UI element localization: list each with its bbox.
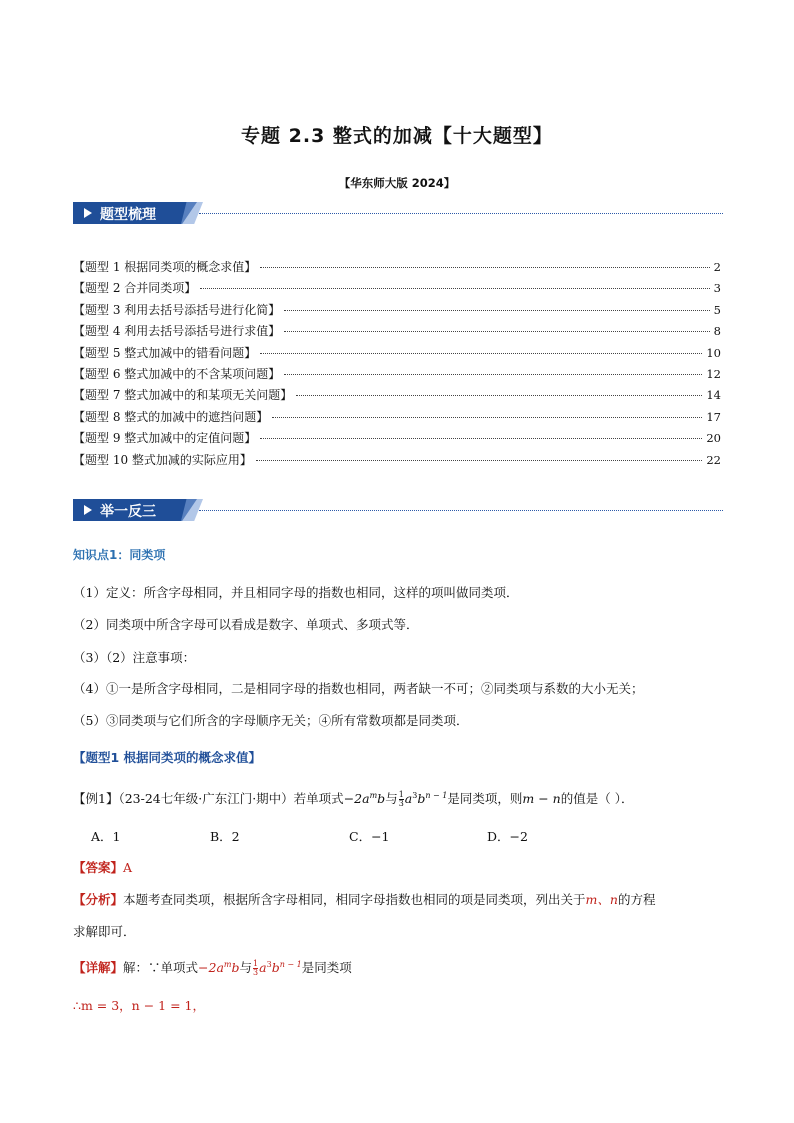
edition-label: 【华东师大版 2024】 [338, 176, 456, 190]
play-arrow-icon [84, 505, 92, 515]
page-title: 专题 2.3 整式的加减【十大题型】 [241, 125, 553, 147]
kp-line: （4）①一是所含字母相同，二是相同字母的指数也相同，两者缺一不可；②同类项与系数的大小无关； [73, 681, 644, 696]
play-arrow-icon [84, 208, 92, 218]
table-of-contents [73, 258, 721, 472]
detail-line: 【详解】解：∵单项式$-2a^mb$与 $\frac{1}{3}$ $a^3b^{n - 1}$是同类项 [73, 959, 352, 977]
kp-line: （1）定义：所含字母相同，并且相同字母的指数也相同，这样的项叫做同类项． [73, 585, 519, 600]
section-banner-practice [73, 499, 723, 521]
knowledge-point-heading: 知识点1：同类项 [73, 548, 166, 562]
option-a[interactable]: A．1 [91, 829, 121, 844]
toc-entry[interactable]: 【题型 9 整式加减中的定值问题】 20 [73, 431, 721, 446]
type-heading: 【题型1 根据同类项的概念求值】 [73, 750, 262, 765]
option-b[interactable]: B．2 [210, 829, 240, 844]
analysis-line: 【分析】本题考查同类项，根据所含字母相同，相同字母指数也相同的项是同类项，列出关于m、n的方程 [73, 892, 656, 907]
toc-entry[interactable]: 【题型 4 利用去括号添括号进行求值】 8 [73, 324, 721, 339]
option-c[interactable]: C．−1 [349, 829, 390, 844]
fraction: $\frac{1}{3}$ [253, 959, 259, 977]
example-question: 【例1】（23-24七年级·广东江门·期中）若单项式$-2a^mb$与 $\frac{1}{3}$ $a^3b^{n - 1}$是同类项，则m − n的值是（ ）． [73, 790, 634, 808]
section-label: 题型梳理 [100, 207, 156, 223]
toc-entry[interactable]: 【题型 1 根据同类项的概念求值】 2 [73, 260, 721, 274]
toc-entry[interactable]: 【题型 3 利用去括号添括号进行化简】 5 [73, 302, 721, 317]
conclusion-line: ∴m = 3，n − 1 = 1， [73, 998, 205, 1013]
toc-entry[interactable]: 【题型 5 整式加减中的错看问题】 10 [73, 345, 721, 360]
toc-entry[interactable]: 【题型 7 整式加减中的和某项无关问题】 14 [73, 388, 721, 403]
kp-line: （2）同类项中所含字母可以看成是数字、单项式、多项式等． [73, 617, 419, 632]
section-banner-overview [73, 202, 723, 224]
answer-line: 【答案】A [73, 860, 133, 875]
fraction: $\frac{1}{3}$ [398, 790, 404, 808]
toc-entry[interactable]: 【题型 6 整式加减中的不含某项问题】 12 [73, 366, 721, 381]
analysis-line-2: 求解即可． [73, 924, 136, 939]
toc-entry[interactable]: 【题型 10 整式加减的实际应用】 22 [73, 452, 721, 467]
section-label: 举一反三 [100, 504, 156, 520]
kp-line: （5）③同类项与它们所含的字母顺序无关；④所有常数项都是同类项． [73, 713, 469, 728]
kp-line: （3）（2）注意事项： [73, 650, 196, 665]
toc-entry[interactable]: 【题型 8 整式的加减中的遮挡问题】 17 [73, 409, 721, 424]
option-d[interactable]: D．−2 [487, 829, 528, 844]
toc-entry[interactable]: 【题型 2 合并同类项】 3 [73, 281, 721, 296]
